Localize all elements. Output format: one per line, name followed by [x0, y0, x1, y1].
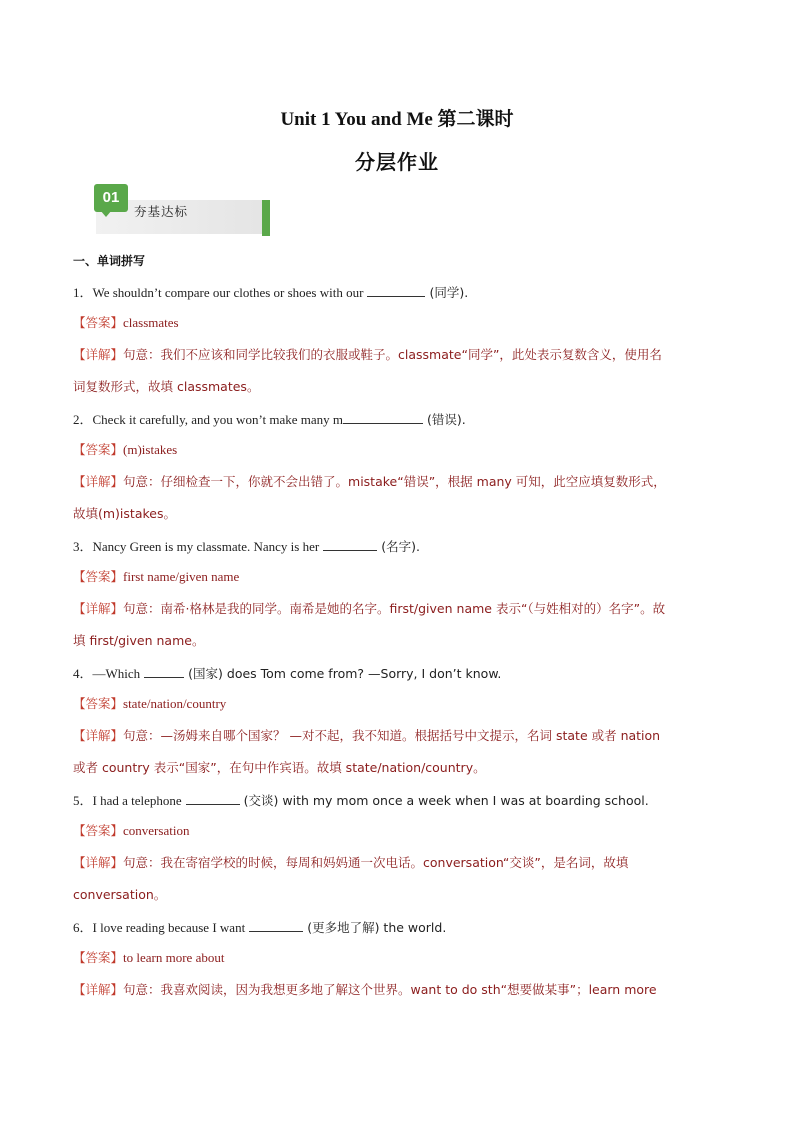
section-heading: 一、单词拼写 [73, 254, 146, 268]
question-5 [73, 792, 723, 809]
answer-blank [144, 665, 184, 678]
detail-tag: 【详解】 [73, 728, 124, 743]
question-text: 5．I had a telephone [73, 793, 182, 808]
detail-5 [73, 855, 723, 871]
detail-1 [73, 347, 723, 363]
answer-tag: 【答案】 [73, 696, 124, 711]
answer-3 [73, 569, 723, 585]
banner-label: 夯基达标 [134, 204, 189, 219]
answer-text: (m)istakes [123, 442, 178, 457]
question-6 [73, 919, 723, 936]
question-text: 6．I love reading because I want [73, 920, 246, 935]
answer-tag: 【答案】 [73, 315, 124, 330]
detail-tag: 【详解】 [73, 347, 124, 362]
detail-5-cont: conversation。 [73, 887, 167, 902]
detail-tag: 【详解】 [73, 601, 124, 616]
answer-tag: 【答案】 [73, 823, 124, 838]
answer-blank [343, 411, 423, 424]
detail-text: 句意：仔细检查一下，你就不会出错了。mistake“错误”，根据 many 可知，此空应填复数形式， [123, 474, 666, 489]
detail-3-cont: 填 first/given name。 [73, 633, 205, 648]
detail-tag: 【详解】 [73, 982, 124, 997]
answer-2 [73, 442, 723, 458]
detail-text: 句意：南希·格林是我的同学。南希是她的名字。first/given name 表示“（与姓相对的）名字”。故 [123, 601, 666, 616]
question-text: 4．—Which [73, 666, 141, 681]
question-text: 2．Check it carefully, and you won’t make many m [73, 412, 344, 427]
detail-tag: 【详解】 [73, 474, 124, 489]
answer-text: classmates [123, 315, 179, 330]
question-text: 1．We shouldn’t compare our clothes or shoes with our [73, 285, 364, 300]
answer-5 [73, 823, 723, 839]
question-hint: (更多地了解) the world. [307, 920, 447, 935]
answer-blank [186, 792, 240, 805]
question-hint: (国家) does Tom come from? —Sorry, I don’t know. [188, 666, 502, 681]
answer-text: first name/given name [123, 569, 240, 584]
detail-4-cont: 或者 country 表示“国家”，在句中作宾语。故填 state/nation/country。 [73, 760, 486, 775]
answer-blank [323, 538, 377, 551]
answer-tag: 【答案】 [73, 442, 124, 457]
page-subtitle: 分层作业 [355, 152, 439, 174]
question-3 [73, 538, 723, 555]
question-1 [73, 284, 723, 301]
question-2 [73, 411, 723, 428]
detail-2-cont: 故填(m)istakes。 [73, 506, 176, 521]
answer-text: to learn more about [123, 950, 225, 965]
banner-accent-bar [262, 200, 270, 236]
answer-4 [73, 696, 723, 712]
banner-number-badge: 01 [94, 184, 128, 212]
detail-1-cont: 词复数形式，故填 classmates。 [73, 379, 260, 394]
answer-tag: 【答案】 [73, 569, 124, 584]
page-title: Unit 1 You and Me 第二课时 [280, 109, 514, 130]
question-hint: (名字). [381, 539, 420, 554]
answer-6 [73, 950, 723, 966]
question-hint: (交谈) with my mom once a week when I was at boarding school. [243, 793, 649, 808]
answer-tag: 【答案】 [73, 950, 124, 965]
detail-text: 句意：我喜欢阅读，因为我想更多地了解这个世界。want to do sth“想要做某事”；learn more [123, 982, 657, 997]
detail-2 [73, 474, 723, 490]
answer-blank [249, 919, 303, 932]
question-hint: (错误). [427, 412, 466, 427]
section-banner [86, 184, 272, 240]
answer-blank [367, 284, 425, 297]
detail-3 [73, 601, 723, 617]
answer-1 [73, 315, 723, 331]
answer-text: state/nation/country [123, 696, 227, 711]
detail-tag: 【详解】 [73, 855, 124, 870]
answer-text: conversation [123, 823, 190, 838]
detail-text: 句意：我在寄宿学校的时候，每周和妈妈通一次电话。conversation“交谈”，是名词，故填 [123, 855, 629, 870]
detail-text: 句意：我们不应该和同学比较我们的衣服或鞋子。classmate“同学”，此处表示复数含义，使用名 [123, 347, 662, 362]
detail-4 [73, 728, 723, 744]
question-4 [73, 665, 723, 682]
badge-tail [100, 210, 112, 217]
detail-6 [73, 982, 723, 998]
detail-text: 句意：—汤姆来自哪个国家？ —对不起，我不知道。根据括号中文提示，名词 state 或者 nation [123, 728, 661, 743]
question-hint: (同学). [429, 285, 469, 300]
question-text: 3．Nancy Green is my classmate. Nancy is her [73, 539, 320, 554]
